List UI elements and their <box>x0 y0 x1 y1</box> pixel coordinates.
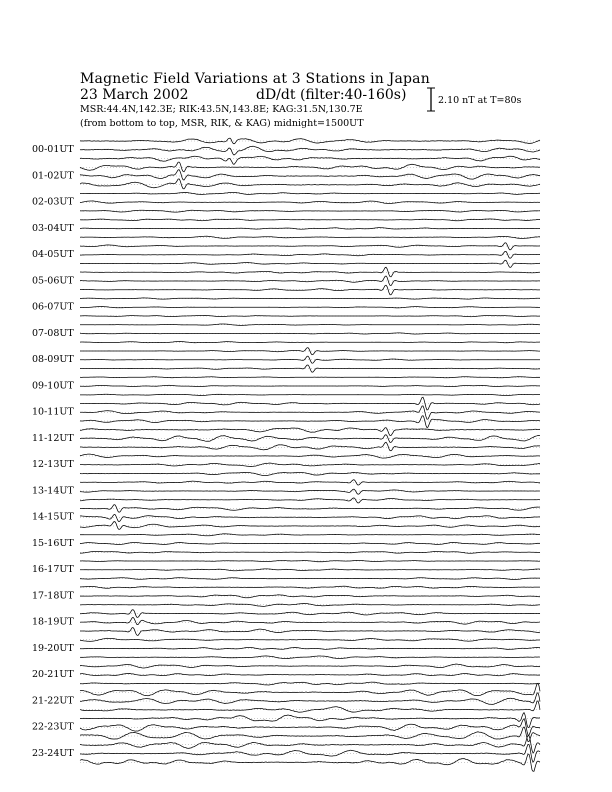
trace-MSR <box>80 628 540 636</box>
chart-quantity: dD/dt (filter:40-160s) <box>256 87 407 103</box>
trace-RIK <box>80 647 540 649</box>
trace-KAG <box>80 736 540 753</box>
trace-RIK <box>80 595 540 598</box>
hour-row <box>32 397 540 427</box>
chart-date: 23 March 2002 <box>80 87 189 103</box>
hour-row <box>32 586 540 606</box>
hour-label: 02-03UT <box>32 196 74 208</box>
hour-row <box>32 192 540 212</box>
hour-label: 14-15UT <box>32 511 74 523</box>
hour-label: 12-13UT <box>32 459 74 470</box>
trace-MSR <box>80 701 540 712</box>
hour-label: 13-14UT <box>32 485 74 497</box>
hour-row <box>32 664 540 685</box>
trace-RIK <box>80 435 540 443</box>
hour-label: 20-21UT <box>32 669 74 680</box>
hour-row <box>32 683 540 712</box>
hour-label: 01-02UT <box>32 170 74 182</box>
trace-RIK <box>80 463 540 467</box>
hour-label: 07-08UT <box>32 327 74 339</box>
hour-row <box>32 377 540 396</box>
hour-row <box>32 534 540 554</box>
trace-MSR <box>80 442 540 450</box>
trace-MSR <box>80 498 540 503</box>
trace-RIK <box>80 673 540 675</box>
hour-label: 19-20UT <box>32 642 74 654</box>
hour-label: 09-10UT <box>32 380 74 392</box>
hour-row <box>32 162 540 189</box>
trace-MSR <box>80 522 540 530</box>
hour-row <box>32 713 540 742</box>
trace-MSR <box>80 315 540 316</box>
hour-row <box>32 348 540 373</box>
trace-KAG <box>80 267 540 277</box>
trace-RIK <box>80 406 540 419</box>
hour-row <box>32 243 540 268</box>
trace-RIK <box>80 745 540 763</box>
hour-label: 00-01UT <box>32 144 74 155</box>
trace-KAG <box>80 683 540 696</box>
hour-row <box>32 324 540 343</box>
trace-MSR <box>80 754 540 771</box>
trace-MSR <box>80 285 540 295</box>
station-order-note: (from bottom to top, MSR, RIK, & KAG) midnight=1500UT <box>80 118 364 129</box>
hour-row <box>32 219 540 239</box>
trace-KAG <box>80 377 540 378</box>
trace-RIK <box>80 228 540 230</box>
hour-label: 16-17UT <box>32 564 74 575</box>
trace-RIK <box>80 307 540 308</box>
trace-RIK <box>80 617 540 624</box>
hour-label: 17-18UT <box>32 590 74 602</box>
hour-row <box>32 267 540 295</box>
trace-MSR <box>80 682 540 685</box>
hour-row <box>32 560 540 579</box>
hour-label: 08-09UT <box>32 354 74 365</box>
hour-row <box>32 298 540 317</box>
trace-KAG <box>80 428 540 436</box>
trace-MSR <box>80 551 540 553</box>
trace-MSR <box>80 416 540 428</box>
trace-RIK <box>80 333 540 334</box>
scale-bar-label: 2.10 nT at T=80s <box>438 95 522 106</box>
trace-KAG <box>80 480 540 485</box>
trace-MSR <box>80 656 540 659</box>
trace-RIK <box>80 719 540 735</box>
trace-KAG <box>80 324 540 325</box>
hour-label: 10-11UT <box>32 406 74 418</box>
trace-KAG <box>80 348 540 355</box>
hour-label: 11-12UT <box>32 432 74 444</box>
trace-RIK <box>80 356 540 363</box>
hour-label: 23-24UT <box>32 747 74 759</box>
trace-KAG <box>80 534 540 536</box>
hour-row <box>32 505 540 530</box>
hour-label: 05-06UT <box>32 275 74 287</box>
trace-KAG <box>80 397 540 410</box>
trace-RIK <box>80 693 540 705</box>
trace-KAG <box>80 192 540 194</box>
trace-KAG <box>80 560 540 561</box>
trace-RIK <box>80 276 540 286</box>
trace-MSR <box>80 578 540 580</box>
chart-title: Magnetic Field Variations at 3 Stations in Japan <box>80 71 430 87</box>
hour-row <box>32 428 540 451</box>
hour-label: 21-22UT <box>32 695 74 707</box>
trace-MSR <box>80 260 540 267</box>
trace-MSR <box>80 156 540 164</box>
hour-label: 06-07UT <box>32 301 74 313</box>
hour-row <box>32 480 540 503</box>
trace-RIK <box>80 170 540 180</box>
hour-row <box>32 454 540 475</box>
trace-RIK <box>80 146 540 155</box>
trace-KAG <box>80 586 540 588</box>
hour-row <box>32 610 540 636</box>
trace-MSR <box>80 394 540 395</box>
trace-MSR <box>80 472 540 475</box>
trace-RIK <box>80 542 540 544</box>
hour-label: 04-05UT <box>32 249 74 260</box>
trace-RIK <box>80 569 540 571</box>
hour-row <box>32 736 540 772</box>
scale-bar <box>427 88 435 111</box>
trace-MSR <box>80 179 540 189</box>
trace-KAG <box>80 243 540 250</box>
trace-MSR <box>80 365 540 372</box>
trace-RIK <box>80 251 540 258</box>
trace-KAG <box>80 138 540 144</box>
trace-RIK <box>80 514 540 521</box>
station-coordinates: MSR:44.4N,142.3E; RIK:43.5N,143.8E; KAG:31.5N,130.7E <box>80 104 363 115</box>
trace-KAG <box>80 162 540 172</box>
trace-KAG <box>80 454 540 458</box>
trace-RIK <box>80 489 540 494</box>
hour-row <box>32 138 540 164</box>
trace-KAG <box>80 610 540 618</box>
trace-MSR <box>80 727 540 742</box>
hour-label: 03-04UT <box>32 222 74 234</box>
trace-RIK <box>80 385 540 386</box>
hour-label: 18-19UT <box>32 616 74 628</box>
trace-MSR <box>80 603 540 606</box>
hour-row <box>32 638 540 658</box>
trace-RIK <box>80 201 540 203</box>
hour-label: 22-23UT <box>32 721 74 733</box>
hour-label: 15-16UT <box>32 537 74 549</box>
